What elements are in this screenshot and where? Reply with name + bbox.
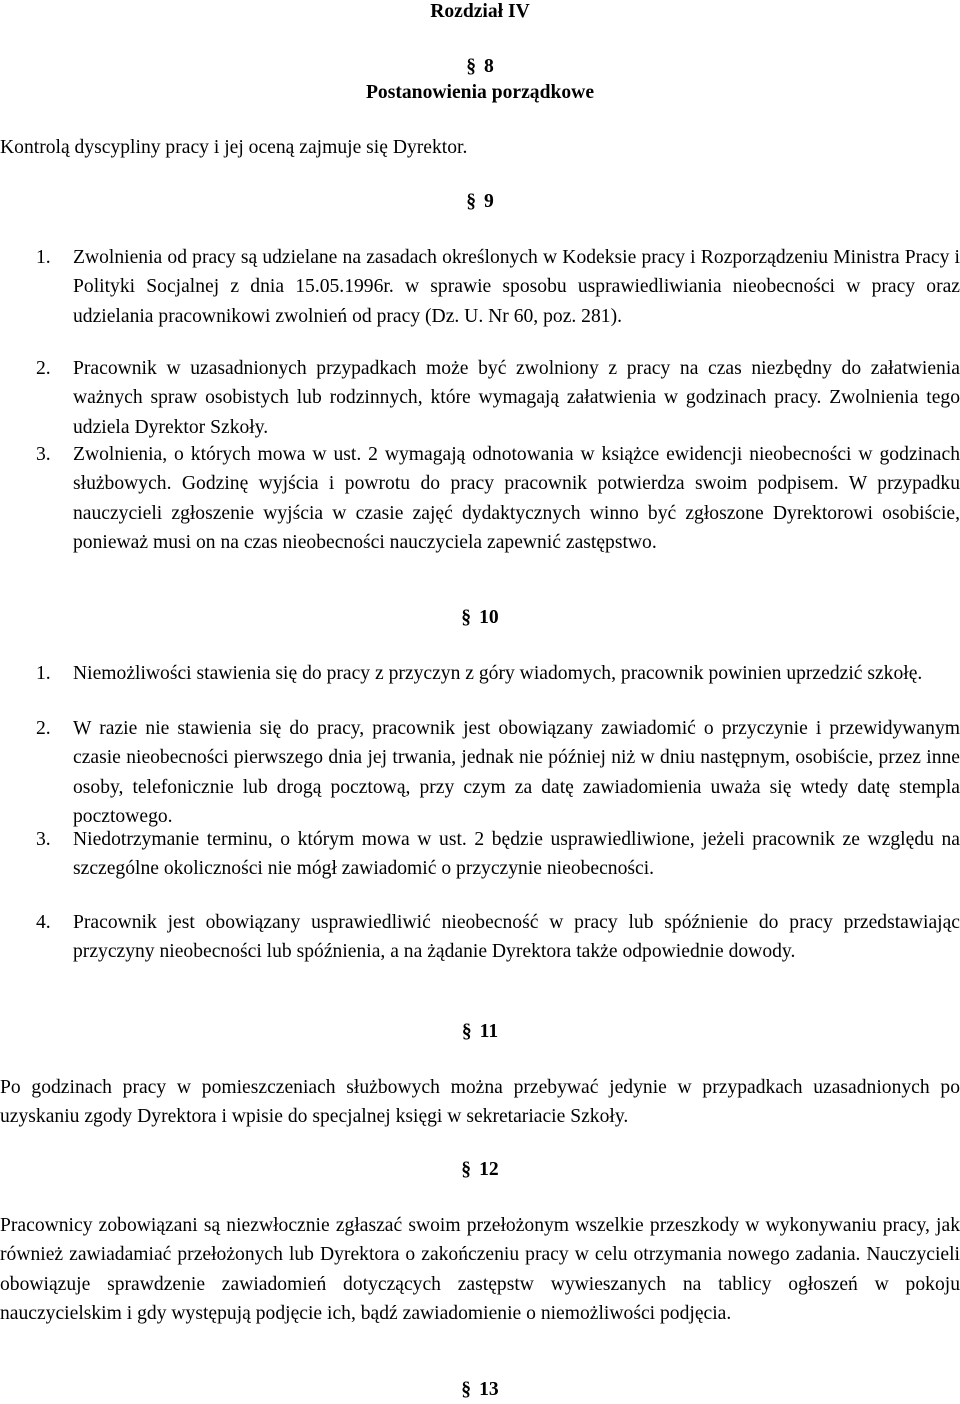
- section-symbol: §: [461, 1021, 472, 1042]
- item-text: W razie nie stawienia się do pracy, pracownik jest obowiązany zawiadomić o przyczynie i przewidywanym czasie nieobecności pierwszego dnia jej trwania, jednak nie później niż w dniu następnym, osobiście, przez inne osoby, telefonicznie lub drogą pocztową, przy czym za datę zawiadomienia uważa się wtedy datę stempla pocztowego.: [73, 718, 960, 827]
- item-text: Zwolnienia, o których mowa w ust. 2 wymagają odnotowania w książce ewidencji nieobecności w godzinach służbowych. Godzinę wyjścia i powrotu do pracy pracownik potwierdza swoim podpisem. W przypadku nauczycieli zgłoszenie wyjścia w czasie zajęć dydaktycznych winno być zgłoszone Dyrektorowi osobiście, ponieważ musi on na czas nieobecności nauczyciela zapewnić zastępstwo.: [73, 444, 960, 553]
- item-text: Zwolnienia od pracy są udzielane na zasadach określonych w Kodeksie pracy i Rozporządzeniu Ministra Pracy i Polityki Socjalnej z dnia 15.05.1996r. w sprawie sposobu usprawiedliwiania nieobecności w pracy oraz udzielania pracownikowi zwolnień od pracy (Dz. U. Nr 60, poz. 281).: [73, 247, 960, 327]
- item-text: Niemożliwości stawienia się do pracy z przyczyn z góry wiadomych, pracownik powinien uprzedzić szkołę.: [73, 663, 923, 684]
- section-number: 11: [479, 1021, 499, 1042]
- item-number: 1.: [36, 247, 51, 268]
- section-12-heading: [0, 1155, 960, 1184]
- section-10-heading: [0, 603, 960, 632]
- section-number: 13: [479, 1379, 499, 1400]
- section-symbol: §: [466, 56, 476, 77]
- item-number: 3.: [36, 444, 51, 465]
- section-8-title: Postanowienia porządkowe: [365, 82, 595, 103]
- item-number: 4.: [36, 912, 51, 933]
- section-symbol: §: [461, 607, 472, 628]
- section-symbol: §: [461, 1159, 472, 1180]
- section-symbol: §: [466, 191, 476, 212]
- item-number: 2.: [36, 718, 51, 739]
- section-number: 8: [484, 56, 494, 77]
- section-11-heading: [0, 1017, 960, 1046]
- item-text: Pracownik w uzasadnionych przypadkach może być zwolniony z pracy na czas niezbędny do załatwienia ważnych spraw osobistych lub rodzinnych, które wymagają załatwienia w godzinach pracy. Zwolnienia tego udziela Dyrektor Szkoły.: [73, 358, 960, 438]
- section-12-paragraph: Pracownicy zobowiązani są niezwłocznie zgłaszać swoim przełożonym wszelkie przeszkody w wykonywaniu pracy, jak również zawiadamiać przełożonych lub Dyrektora o zakończeniu pracy w celu otrzymania nowego zadania. Nauczycieli obowiązuje sprawdzenie zawiadomień dotyczących zastępstw wywieszanych na tablicy ogłoszeń w pokoju nauczycielskim i gdy występują podjęcie ich, bądź zawiadomienie o niemożliwości podjęcia.: [0, 1215, 960, 1324]
- section-symbol: §: [461, 1379, 472, 1400]
- item-number: 2.: [36, 358, 51, 379]
- section-number: 9: [484, 191, 494, 212]
- section-8-paragraph: Kontrolą dyscypliny pracy i jej oceną zajmuje się Dyrektor.: [0, 137, 468, 158]
- item-text: Niedotrzymanie terminu, o którym mowa w ust. 2 będzie usprawiedliwione, jeżeli pracownik ze względu na szczególne okoliczności nie mógł zawiadomić o przyczynie nieobecności.: [73, 829, 960, 880]
- chapter-heading: Rozdział IV: [430, 1, 530, 22]
- section-13-heading: [0, 1375, 960, 1404]
- section-11-paragraph: Po godzinach pracy w pomieszczeniach służbowych można przebywać jedynie w przypadkach uzasadnionych po uzyskaniu zgody Dyrektora i wpisie do specjalnej księgi w sekretariacie Szkoły.: [0, 1077, 960, 1128]
- item-text: Pracownik jest obowiązany usprawiedliwić nieobecność w pracy lub spóźnienie do pracy przedstawiając przyczyny nieobecności lub spóźnienia, a na żądanie Dyrektora także odpowiednie dowody.: [73, 912, 960, 963]
- section-number: 10: [479, 607, 499, 628]
- item-number: 1.: [36, 663, 51, 684]
- item-number: 3.: [36, 829, 51, 850]
- section-number: 12: [479, 1159, 499, 1180]
- section-9-heading: [0, 187, 960, 216]
- section-8-heading: [0, 52, 960, 81]
